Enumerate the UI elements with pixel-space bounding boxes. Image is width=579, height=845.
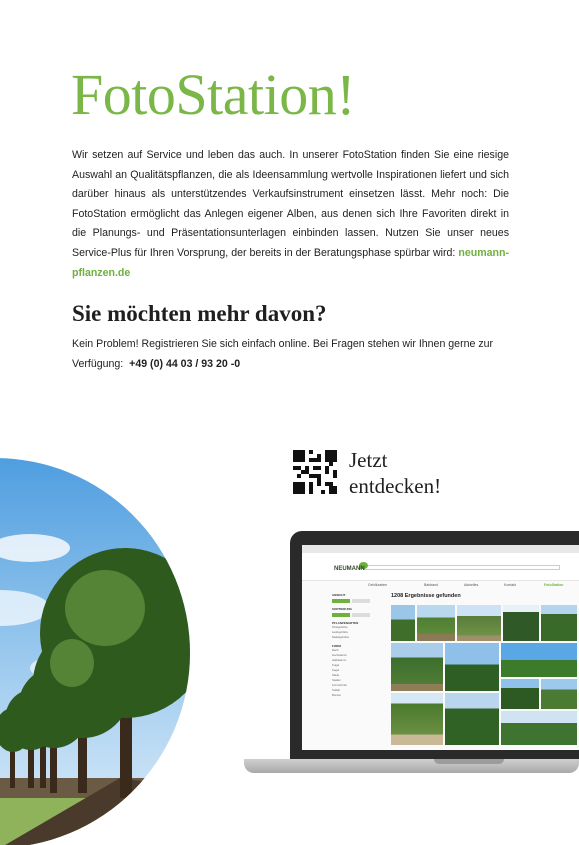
filter-item[interactable]: Formschnitt [332,683,347,687]
site-search-input[interactable] [364,565,560,570]
filter-sidebar [332,589,382,749]
photo-thumbnail[interactable] [457,605,501,641]
filter-item[interactable]: Dach [332,648,339,652]
cta-line-2: entdecken! [349,474,442,498]
page-title: FotoStation! [71,62,356,127]
sidebar-label-sort: SORTIERUNG [332,607,353,611]
filter-item[interactable]: Bonsai [332,693,341,697]
nav-item-aktuelles[interactable]: Aktuelles [464,583,479,587]
tree-avenue-photo [0,458,190,845]
intro-paragraph [72,146,509,283]
photo-thumbnail[interactable] [501,643,577,677]
intro-text: Wir setzen auf Service und leben das auch. In unserer FotoStation finden Sie eine riesige Auswahl an Qualitätspflanzen, die als Ideensammlung wertvolle Inspirationen liefert und sich darüber hinaus als unterstützendes Verkaufsinstrument einsetzen lässt. Mehr noch: Die FotoStation ermöglicht das Anlegen eigener Alben, aus denen sich Ihre Favoriten direkt in die Planungs- und Präsentationsunterlagen einbinden lassen. Nutzen Sie unser neues Service-Plus für Ihren Vorsprung, der bereits in der Beratungsphase spürbar wird: [72,149,509,259]
nav-item-kontakt[interactable]: Kontakt [504,583,516,587]
filter-item[interactable]: Kugel [332,663,340,667]
laptop-base [244,759,579,773]
website-link[interactable]: neumann-pflanzen.de [72,246,509,279]
filter-item[interactable]: Säule [332,673,340,677]
nav-item-fotostation[interactable]: FotoStation [544,583,564,587]
laptop-mockup [244,531,579,777]
photo-thumbnail[interactable] [445,643,499,691]
sidebar-label-types: PFLANZENARTEN [332,621,359,625]
sort-toggle[interactable] [332,613,382,617]
qr-code[interactable] [293,450,337,494]
photo-grid [391,605,579,750]
nav-item-baldrand[interactable]: Baldrand [424,583,439,587]
photo-thumbnail[interactable] [445,693,499,745]
site-header [302,553,579,587]
sidebar-label-view: ANSICHT [332,593,346,597]
filter-item[interactable]: Kegel [332,668,340,672]
filter-item[interactable]: Halbstamm [332,658,347,662]
site-logo[interactable]: NEUMANN [334,566,365,572]
photo-thumbnail[interactable] [391,643,443,691]
filter-item[interactable]: Spalier [332,678,341,682]
results-count: 1208 Ergebnisse gefunden [391,593,461,599]
photo-thumbnail[interactable] [541,679,577,709]
photo-thumbnail[interactable] [503,605,539,641]
filter-item[interactable]: Nadelgehölze [332,635,350,639]
cta-text [349,447,441,499]
photo-thumbnail[interactable] [391,693,443,745]
contact-paragraph [72,334,512,374]
photo-thumbnail[interactable] [417,605,455,641]
laptop-notch [434,759,504,764]
filter-item[interactable]: Laubgehölze [332,630,349,634]
photo-thumbnail[interactable] [541,605,577,641]
photo-thumbnail[interactable] [501,711,577,745]
laptop-screen [302,545,579,750]
browser-bar [302,545,579,553]
photo-thumbnail[interactable] [501,679,539,709]
view-toggle[interactable] [332,599,382,603]
filter-item[interactable]: Obstgehölze [332,625,348,629]
photo-thumbnail[interactable] [391,605,415,641]
contact-text: Kein Problem! Registrieren Sie sich einfach online. Bei Fragen stehen wir Ihnen gerne zur Verfügung: [72,338,494,370]
cta-line-1: Jetzt [349,448,388,472]
nav-item-gehoelzarten[interactable]: Gehölzarten [368,583,388,587]
filter-item[interactable]: Solitär [332,688,340,692]
filter-item[interactable]: Hochstamm [332,653,347,657]
section-subtitle: Sie möchten mehr davon? [72,301,327,326]
sidebar-label-form: FORM [332,644,341,648]
phone-number[interactable]: +49 (0) 44 03 / 93 20 -0 [129,358,241,370]
